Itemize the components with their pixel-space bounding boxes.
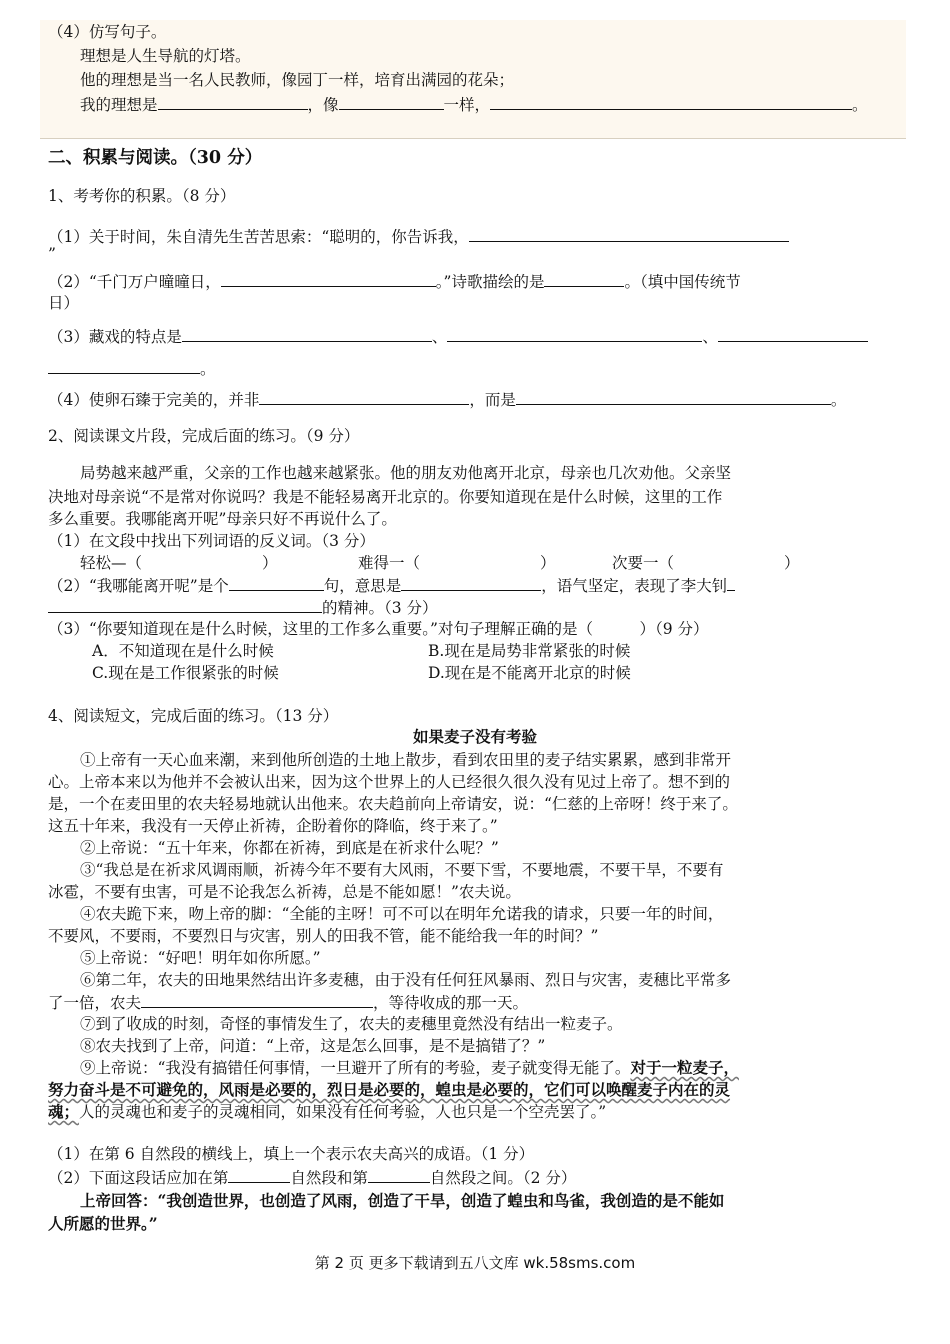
q4-sentence-3: 我的理想是 ，像 一样， 。 <box>80 93 868 116</box>
article-line-1: ①上帝有一天心血来潮，来到他所创造的土地上散步，看到农田里的麦子结实累累，感到非常开 <box>80 751 732 769</box>
antonym-1: 轻松—（ ） <box>80 554 278 572</box>
part-2-q2: （2）“我哪能离开呢”是个 句，意思是 ，语气坚定，表现了李大钊 <box>48 574 735 597</box>
part-1-q2-blank-1[interactable] <box>221 270 436 287</box>
article-line-15: ⑨上帝说：“我没有搞错任何事情，一旦避开了所有的考验，麦子就变得无能了。对于一粒麦子， <box>80 1058 739 1077</box>
part-4-title: 4、阅读短文，完成后面的练习。（13 分） <box>48 707 339 725</box>
part-1-q3-blank-3[interactable] <box>718 325 868 342</box>
article-line-5: ②上帝说：“五十年来，你都在祈祷，到底是在祈求什么呢？” <box>80 839 499 857</box>
part-1-q1-blank[interactable] <box>469 225 789 242</box>
part-1-q3-blank-2[interactable] <box>447 325 702 342</box>
article-line-2: 心。上帝本来以为他并不会被认出来，因为这个世界上的人已经很久很久没有见过上帝了。想不到的 <box>48 773 731 791</box>
article-line-4: 这五十年来，我没有一天停止祈祷，企盼着你的降临，终于来了。” <box>48 817 498 835</box>
part-1-q3-blank-4[interactable] <box>48 357 200 374</box>
part-2-q3: （3）“你要知道现在是什么时候，这里的工作多么重要。”对句子理解正确的是（ ）（9 分） <box>48 620 709 638</box>
q4-blank-3[interactable] <box>490 93 852 110</box>
inserted-passage-line-1: 上帝回答：“我创造世界，也创造了风雨，创造了干旱，创造了蝗虫和鸟雀，我创造的是不能如 <box>80 1191 725 1210</box>
article-title: 如果麦子没有考验 <box>412 727 537 746</box>
section-2-heading: 二、积累与阅读。（30 分） <box>48 148 263 168</box>
part-1-q1: （1）关于时间，朱自清先生苦苦思索：“聪明的，你告诉我， <box>48 225 789 248</box>
article-line-16: 努力奋斗是不可避免的，风雨是必要的，烈日是必要的，蝗虫是必要的，它们可以唤醒麦子内在的灵 <box>48 1080 731 1099</box>
option-c[interactable]: C.现在是工作很紧张的时候 <box>92 664 279 682</box>
part-1-q2-cont: 日） <box>48 294 80 312</box>
inserted-passage-line-2: 人所愿的世界。” <box>48 1214 158 1233</box>
part-1-q2-blank-2[interactable] <box>544 270 624 287</box>
article-line-7: 冰雹，不要有虫害，可是不论我怎么祈祷，总是不能如愿！”农夫说。 <box>48 883 521 901</box>
part-2-q2-blank-2[interactable] <box>401 574 541 591</box>
q4-blank-1[interactable] <box>158 93 308 110</box>
part-4-q2-blank-2[interactable] <box>368 1166 430 1183</box>
part-4-q2: （2）下面这段话应加在第 自然段和第 自然段之间。（2 分） <box>48 1166 576 1189</box>
part-1-q3-cont: 。 <box>48 357 216 380</box>
part-1-q4-blank-1[interactable] <box>259 388 469 405</box>
q4-blank-2[interactable] <box>339 93 444 110</box>
option-b[interactable]: B.现在是局势非常紧张的时候 <box>428 642 631 660</box>
part-1-q4: （4）使卵石臻于完美的，并非 ，而是 。 <box>48 388 846 411</box>
q4-label: （4）仿写句子。 <box>48 23 167 41</box>
idiom-blank[interactable] <box>141 991 373 1008</box>
part-2-title: 2、阅读课文片段，完成后面的练习。（9 分） <box>48 427 360 445</box>
article-line-10: ⑤上帝说：“好吧！明年如你所愿。” <box>80 949 321 967</box>
part-4-q2-blank-1[interactable] <box>228 1166 290 1183</box>
passage-line-3: 多么重要。我哪能离开呢”母亲只好不再说什么了。 <box>48 510 397 528</box>
part-1-q2: （2）“千门万户曈曈日， 。”诗歌描绘的是 。（填中国传统节 <box>48 270 741 293</box>
part-2-q2-blank-3[interactable] <box>48 596 322 613</box>
article-line-14: ⑧农夫找到了上帝，问道：“上帝，这是怎么回事，是不是搞错了？” <box>80 1037 546 1055</box>
antonym-2: 难得一（ ） <box>358 554 556 572</box>
part-2-q2-cont: 的精神。（3 分） <box>48 596 438 619</box>
q4-sentence-1: 理想是人生导航的灯塔。 <box>80 47 251 65</box>
antonym-3: 次要一（ ） <box>612 554 800 572</box>
article-line-8: ④农夫跪下来，吻上帝的脚：“全能的主呀！可不可以在明年允诺我的请求，只要一年的时间， <box>80 905 724 923</box>
article-line-17: 魂；人的灵魂也和麦子的灵魂相同，如果没有任何考验，人也只是一个空壳罢了。” <box>48 1102 607 1121</box>
part-2-q1: （1）在文段中找出下列词语的反义词。（3 分） <box>48 532 375 550</box>
passage-line-1: 局势越来越严重，父亲的工作也越来越紧张。他的朋友劝他离开北京，母亲也几次劝他。父亲坚 <box>80 464 732 482</box>
part-1-q4-blank-2[interactable] <box>516 388 831 405</box>
article-line-12: 了一倍，农夫 ，等待收成的那一天。 <box>48 991 528 1014</box>
option-d[interactable]: D.现在是不能离开北京的时候 <box>428 664 631 682</box>
part-2-q2-tail <box>727 574 735 591</box>
option-a[interactable]: A．不知道现在是什么时候 <box>92 642 274 660</box>
part-1-q1-end: ” <box>48 245 56 263</box>
part-1-q3-blank-1[interactable] <box>182 325 432 342</box>
passage-line-2: 决地对母亲说“不是常对你说吗？我是不能轻易离开北京的。你要知道现在是什么时候，这里的工作 <box>48 488 723 506</box>
part-1-q3: （3）藏戏的特点是 、 、 <box>48 325 868 348</box>
part-2-q2-blank-1[interactable] <box>229 574 324 591</box>
article-line-6: ③“我总是在祈求风调雨顺，祈祷今年不要有大风雨，不要下雪，不要地震，不要干旱，不要有 <box>80 861 724 879</box>
page-footer: 第 2 页 更多下载请到五八文库 wk.58sms.com <box>314 1254 636 1272</box>
article-line-13: ⑦到了收成的时刻，奇怪的事情发生了，农夫的麦穗里竟然没有结出一粒麦子。 <box>80 1015 623 1033</box>
part-4-q1: （1）在第 6 自然段的横线上，填上一个表示农夫高兴的成语。（1 分） <box>48 1145 535 1163</box>
article-line-9: 不要风，不要雨，不要烈日与灾害，别人的田我不管，能不能给我一年的时间？” <box>48 927 599 945</box>
article-line-11: ⑥第二年，农夫的田地果然结出许多麦穗，由于没有任何狂风暴雨、烈日与灾害，麦穗比平常多 <box>80 971 732 989</box>
article-line-3: 是，一个在麦田里的农夫轻易地就认出他来。农夫趋前向上帝请安，说：“仁慈的上帝呀！终于来了。 <box>48 795 738 813</box>
part-1-title: 1、考考你的积累。（8 分） <box>48 187 236 205</box>
q4-sentence-2: 他的理想是当一名人民教师，像园丁一样，培育出满园的花朵； <box>80 71 515 89</box>
